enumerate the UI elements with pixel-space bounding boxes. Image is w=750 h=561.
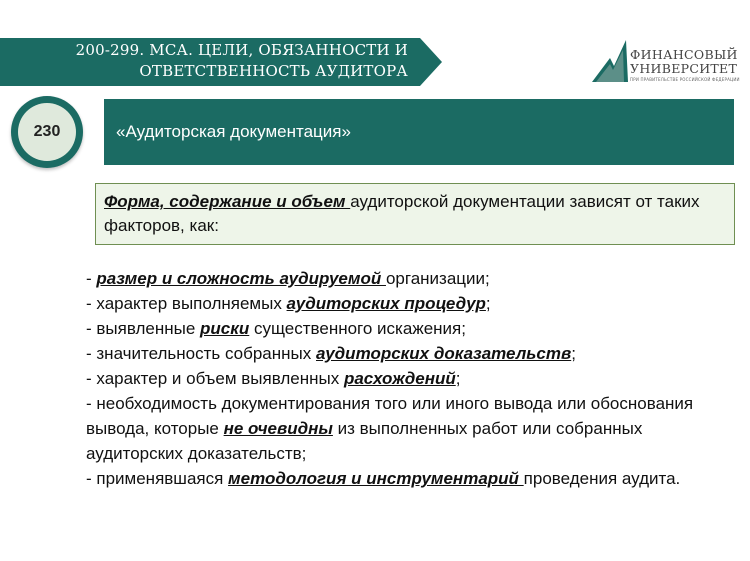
section-title-bar bbox=[104, 99, 734, 165]
intro-emphasis: Форма, содержание и объем bbox=[104, 192, 351, 211]
list-item-text: проведения аудита. bbox=[523, 469, 681, 488]
list-item-text: ; bbox=[485, 294, 491, 313]
section-number: 230 bbox=[18, 103, 76, 161]
list-item bbox=[86, 391, 736, 466]
list-item bbox=[86, 366, 736, 391]
list-item-text: - выявленные bbox=[86, 319, 201, 338]
list-item-text: существенного искажения; bbox=[249, 319, 466, 338]
logo-line1: ФИНАНСОВЫЙ bbox=[630, 47, 738, 62]
list-item-text: - bbox=[86, 269, 97, 288]
list-item-text: - значительность собранных bbox=[86, 344, 316, 363]
list-item-emphasis: аудиторских доказательств bbox=[315, 344, 572, 363]
logo-text bbox=[630, 48, 738, 76]
section-number-badge bbox=[11, 96, 83, 168]
slide-title-line1: 200-299. МСА. ЦЕЛИ, ОБЯЗАННОСТИ И bbox=[75, 41, 408, 59]
list-item-text: ; bbox=[455, 369, 461, 388]
logo-subline: ПРИ ПРАВИТЕЛЬСТВЕ РОССИЙСКОЙ ФЕДЕРАЦИИ bbox=[630, 77, 740, 82]
header-banner bbox=[0, 38, 442, 86]
list-item-emphasis: риски bbox=[200, 319, 250, 338]
list-item bbox=[86, 316, 736, 341]
list-item-emphasis: не очевидны bbox=[223, 419, 333, 438]
slide-title bbox=[0, 40, 408, 82]
logo-line2: УНИВЕРСИТЕТ bbox=[630, 61, 738, 76]
list-item-text: - необходимость документирования того или иного вывода или обоснования вывода, которые bbox=[86, 394, 694, 438]
intro-box bbox=[95, 183, 735, 245]
list-item bbox=[86, 291, 736, 316]
list-item-emphasis: методология и инструментарий bbox=[228, 469, 524, 488]
logo-emblem-icon bbox=[590, 38, 630, 84]
list-item-text: ; bbox=[571, 344, 576, 363]
section-title: «Аудиторская документация» bbox=[116, 122, 351, 141]
intro-text: аудиторской документации зависят от таких факторов, как: bbox=[104, 192, 700, 235]
slide-title-line2: ОТВЕТСТВЕННОСТЬ АУДИТОРА bbox=[139, 62, 408, 80]
list-item-emphasis: аудиторских процедур bbox=[286, 294, 486, 313]
list-item-text: - характер выполняемых bbox=[86, 294, 287, 313]
university-logo bbox=[590, 36, 740, 86]
list-item-text: из выполненных работ или собранных аудиторских доказательств; bbox=[86, 419, 643, 463]
factor-list bbox=[86, 266, 736, 491]
list-item bbox=[86, 466, 736, 491]
list-item-emphasis: размер и сложность аудируемой bbox=[96, 269, 386, 288]
list-item bbox=[86, 341, 736, 366]
list-item bbox=[86, 266, 736, 291]
list-item-text: организации; bbox=[385, 269, 490, 288]
list-item-text: - характер и объем выявленных bbox=[86, 369, 344, 388]
list-item-text: - применявшаяся bbox=[86, 469, 229, 488]
list-item-emphasis: расхождений bbox=[343, 369, 456, 388]
